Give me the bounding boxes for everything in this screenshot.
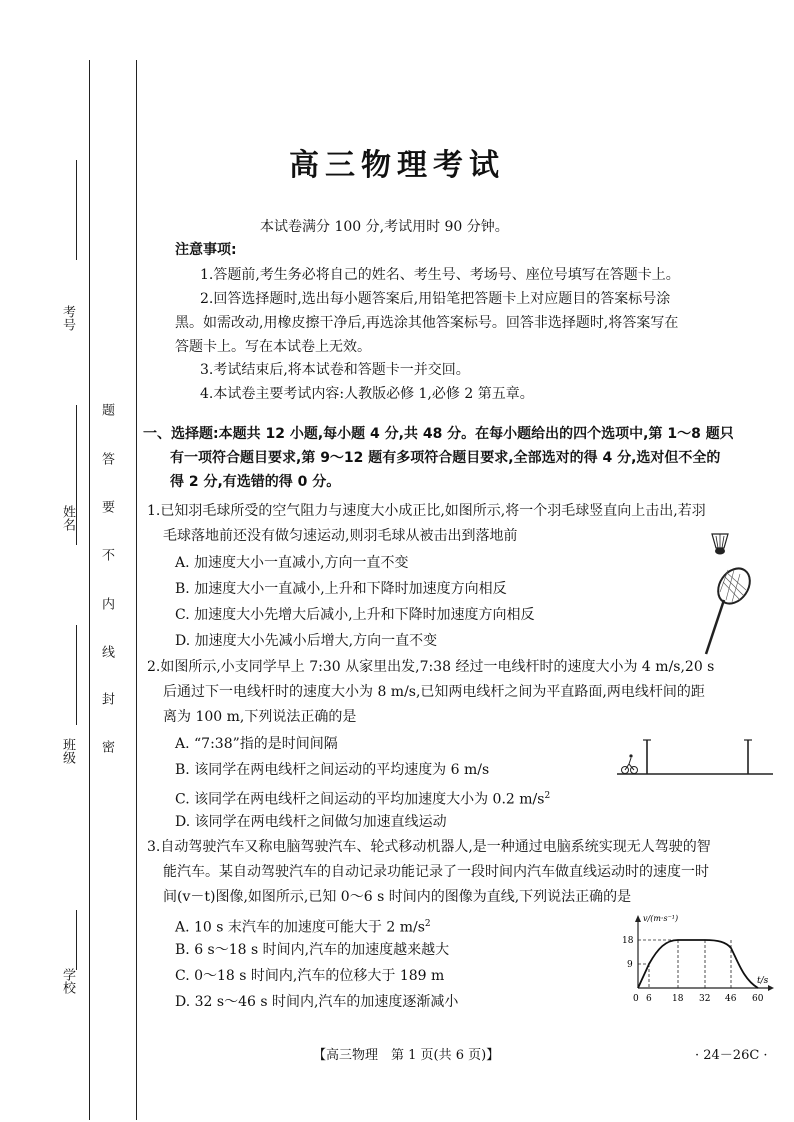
margin-line-right	[136, 60, 137, 1120]
q3-option-c: C. 0～18 s 时间内,汽车的位移大于 189 m	[175, 968, 445, 984]
vt-xtick: 46	[725, 994, 737, 1004]
pole-icon	[643, 740, 651, 774]
section-heading: 一、选择题:本题共 12 小题,每小题 4 分,共 48 分。在每小题给出的四个选项中,第 1～8 题只	[143, 426, 734, 442]
q2-stem: 后通过下一电线杆时的速度大小为 8 m/s,已知两电线杆之间为平直路面,两电线杆间的距	[163, 684, 705, 700]
vt-ytick: 9	[627, 960, 633, 970]
section-heading: 有一项符合题目要求,第 9～12 题有多项符合题目要求,全部选对的得 4 分,选对但不全的	[170, 450, 721, 466]
vt-graph	[618, 908, 778, 1018]
notice-item: 3.考试结束后,将本试卷和答题卡一并交回。	[200, 362, 470, 378]
shuttlecock-icon	[712, 534, 728, 555]
kaohao-label: 考号	[60, 305, 75, 331]
seal-char: 密	[99, 740, 114, 753]
banji-underline	[76, 625, 77, 725]
seal-char: 封	[99, 692, 114, 705]
footer-code: · 24－26C ·	[695, 1048, 768, 1063]
vt-xtick: 32	[699, 994, 711, 1004]
seal-char: 线	[99, 645, 114, 658]
seal-char: 内	[99, 597, 114, 610]
seal-char: 要	[99, 500, 114, 513]
q2-stem: 2.如图所示,小支同学早上 7:30 从家里出发,7:38 经过一电线杆时的速度大小为 4 m/s,20 s	[147, 659, 715, 675]
q2-option-b: B. 该同学在两电线杆之间运动的平均速度为 6 m/s	[175, 762, 490, 778]
q1-stem: 1.已知羽毛球所受的空气阻力与速度大小成正比,如图所示,将一个羽毛球竖直向上击出,若羽	[147, 503, 706, 519]
vt-xtick: 60	[752, 994, 764, 1004]
seal-char: 不	[99, 548, 114, 561]
pole-icon	[744, 740, 752, 774]
q2-stem: 离为 100 m,下列说法正确的是	[163, 709, 357, 725]
q1-option-d: D. 加速度大小先减小后增大,方向一直不变	[175, 633, 438, 649]
q3-stem: 间(v－t)图像,如图所示,已知 0～6 s 时间内的图像为直线,下列说法正确的是	[163, 889, 632, 905]
vt-ylabel: v/(m·s⁻¹)	[643, 914, 679, 923]
vt-xtick: 18	[672, 994, 684, 1004]
q2-option-c	[175, 787, 550, 809]
xuexiao-label: 学校	[60, 968, 75, 994]
vt-xlabel: t/s	[757, 976, 769, 986]
notice-heading: 注意事项:	[175, 242, 237, 258]
notice-item: 2.回答选择题时,选出每小题答案后,用铅笔把答题卡上对应题目的答案标号涂	[200, 291, 671, 307]
q2-option-c-sup: 2	[544, 791, 551, 801]
xingming-label: 姓名	[60, 505, 75, 531]
q3-option-a-sup: 2	[424, 919, 431, 929]
notice-item: 答题卡上。写在本试卷上无效。	[175, 339, 371, 355]
vt-xtick: 0	[633, 994, 639, 1004]
notice-item: 黑。如需改动,用橡皮擦干净后,再选涂其他答案标号。回答非选择题时,将答案写在	[175, 315, 679, 331]
q1-stem: 毛球落地前还没有做匀速运动,则羽毛球从被击出到落地前	[163, 528, 518, 544]
q1-option-c: C. 加速度大小先增大后减小,上升和下降时加速度方向相反	[175, 607, 535, 623]
banji-label: 班级	[60, 738, 75, 764]
q3-stem: 3.自动驾驶汽车又称电脑驾驶汽车、轮式移动机器人,是一种通过电脑系统实现无人驾驶的智	[147, 839, 711, 855]
xuexiao-underline	[76, 910, 77, 970]
q2-option-c-text: C. 该同学在两电线杆之间运动的平均加速度大小为 0.2 m/s	[175, 791, 545, 808]
page-footer: 【高三物理 第 1 页(共 6 页)】	[313, 1048, 500, 1063]
q3-option-b: B. 6 s～18 s 时间内,汽车的加速度越来越大	[175, 942, 450, 958]
page-title: 高三物理考试	[289, 148, 505, 183]
q1-option-b: B. 加速度大小一直减小,上升和下降时加速度方向相反	[175, 581, 507, 597]
vt-ytick: 18	[622, 936, 634, 946]
seal-char: 题	[99, 403, 114, 416]
notice-item: 1.答题前,考生务必将自己的姓名、考生号、考场号、座位号填写在答题卡上。	[200, 267, 680, 283]
shuttlecock-racket-figure	[690, 528, 760, 660]
q3-option-d: D. 32 s～46 s 时间内,汽车的加速度逐渐减小	[175, 994, 459, 1010]
notice-item: 4.本试卷主要考试内容:人教版必修 1,必修 2 第五章。	[200, 386, 534, 402]
section-heading: 得 2 分,有选错的得 0 分。	[170, 474, 341, 490]
vt-xtick: 6	[646, 994, 652, 1004]
q2-option-a: A. “7:38”指的是时间间隔	[175, 736, 338, 752]
margin-line-left	[89, 60, 90, 1120]
seal-char: 答	[99, 452, 114, 465]
q3-stem: 能汽车。某自动驾驶汽车的自动记录功能记录了一段时间内汽车做直线运动时的速度一时	[163, 864, 709, 880]
road-poles-figure	[615, 730, 775, 780]
q1-option-a: A. 加速度大小一直减小,方向一直不变	[175, 555, 409, 571]
q3-option-a-text: A. 10 s 末汽车的加速度可能大于 2 m/s	[175, 919, 425, 936]
q3-option-a	[175, 915, 431, 937]
exam-info: 本试卷满分 100 分,考试用时 90 分钟。	[260, 219, 509, 235]
bicycle-icon	[622, 754, 638, 773]
q2-option-d: D. 该同学在两电线杆之间做匀加速直线运动	[175, 814, 447, 830]
racket-icon	[706, 562, 756, 654]
